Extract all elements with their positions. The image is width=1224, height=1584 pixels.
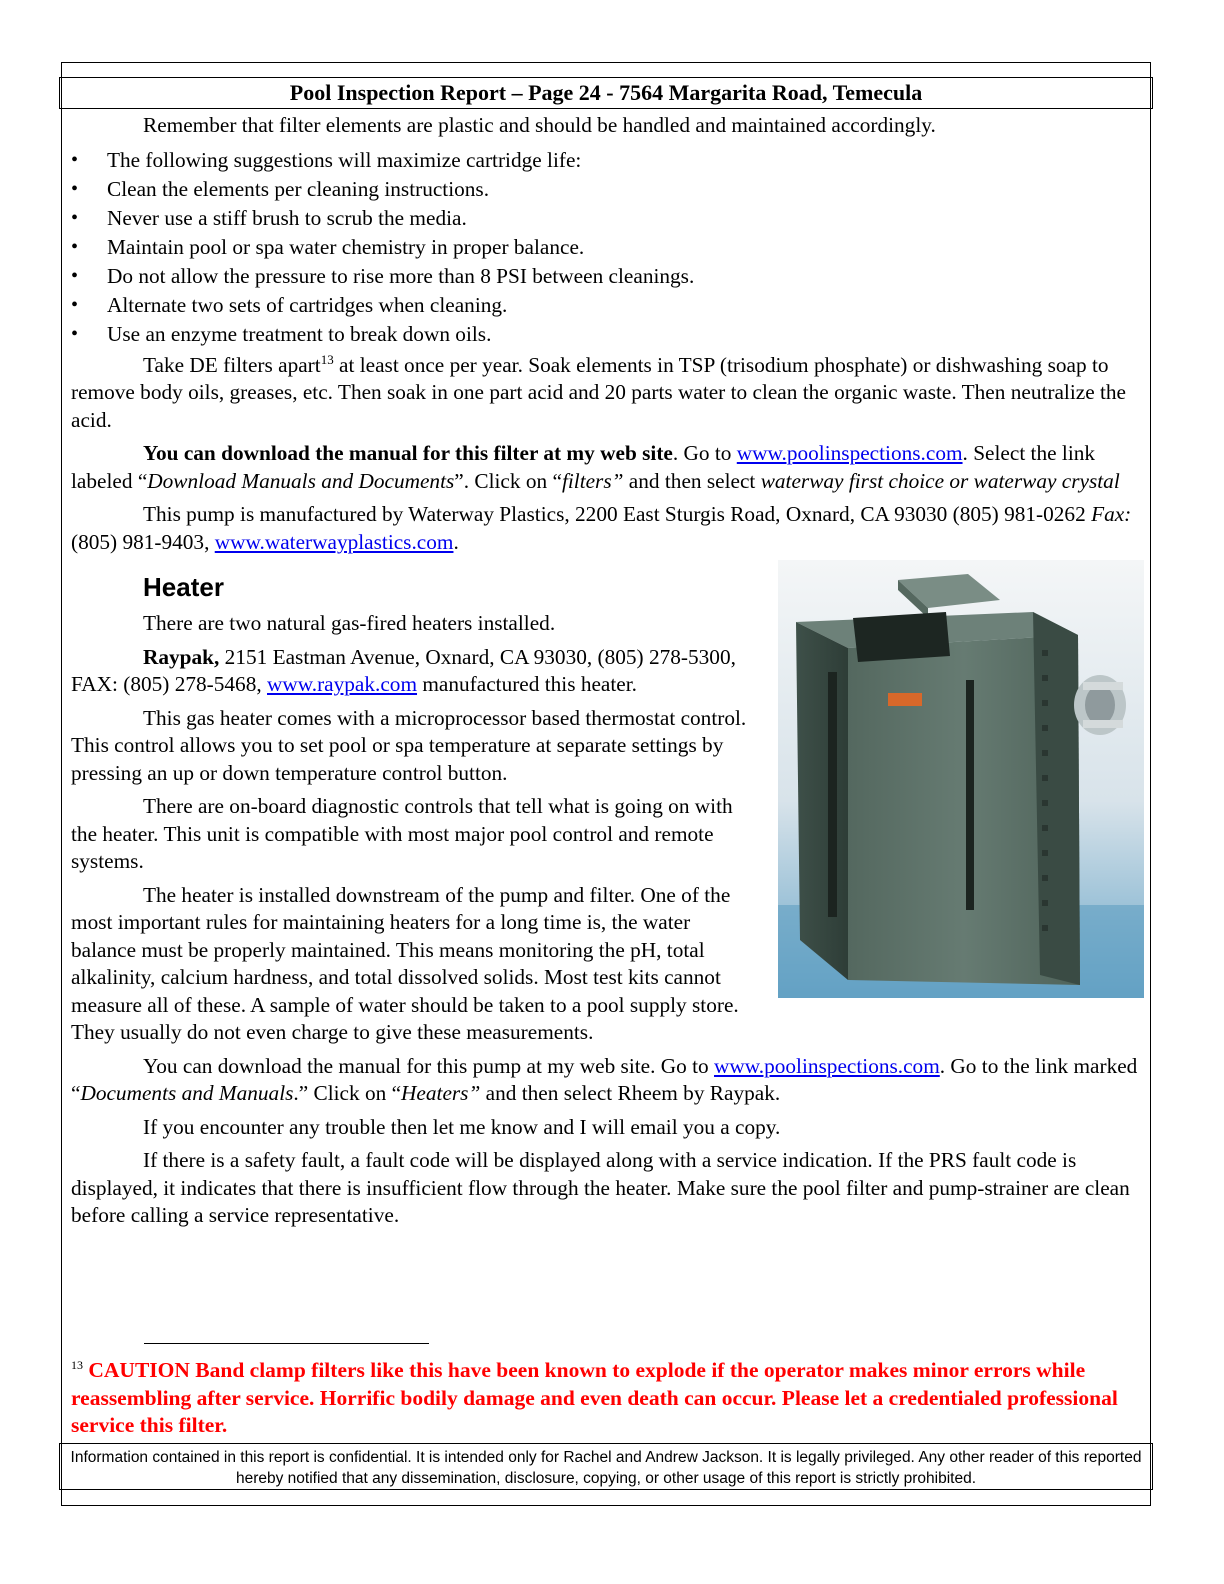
page-header (59, 77, 1153, 109)
list-item: • Never use a stiff brush to scrub the media. (71, 204, 1141, 233)
pump-manufacturer-paragraph: This pump is manufactured by Waterway Plastics, 2200 East Sturgis Road, Oxnard, CA 93030 (805) 981-0262 Fax: (805) 981-9403, www.waterwayplastics.com. (71, 502, 1132, 554)
list-item: • Alternate two sets of cartridges when cleaning. (71, 291, 1141, 320)
water-balance-paragraph: The heater is installed downstream of the pump and filter. One of the most important rules for maintaining heaters for a long time is, the water balance must be properly maintained. This means monitoring the pH, total alkalinity, calcium hardness, and total dissolved solids. Most test kits cannot measure all of these. A sample of water should be taken to a pool supply store. They usually do not even charge to give these measurements. (71, 882, 739, 1044)
list-item: • The following suggestions will maximize cartridge life: (71, 146, 1141, 175)
heater-download-paragraph: You can download the manual for this pump at my web site. Go to www.poolinspections.com. Go to the link marked “Documents and Manuals.” Click on “Heaters” and then select Rheem by Raypak. (71, 1053, 1138, 1105)
poolinspections-link[interactable]: www.poolinspections.com (714, 1053, 940, 1078)
list-item: • Use an enzyme treatment to break down oils. (71, 320, 1141, 349)
caution-footnote: $^{13}$ CAUTION Band clamp filters like this have been known to explode if the operator makes minor errors while reassembling after service. Horrific bodily damage and even death can occur. Please let a credentialed professional service this filter. (71, 1357, 1118, 1437)
waterway-link[interactable]: www.waterwayplastics.com (214, 529, 454, 554)
raypak-paragraph: Raypak, 2151 Eastman Avenue, Oxnard, CA 93030, (805) 278-5300, FAX: (805) 278-5468, www.raypak.com manufactured this heater. (71, 644, 736, 696)
de-filters-paragraph: Take DE filters apart$^{13}$ at least once per year. Soak elements in TSP (trisodium phosphate) or dishwashing soap to remove body oils, greases, etc. Then soak in one part acid and 20 parts water to clean the organic waste. Then neutralize the acid. (71, 351, 1127, 432)
list-item: • Maintain pool or spa water chemistry in proper balance. (71, 233, 1141, 262)
footer-text: Information contained in this report is confidential. It is intended only for Rachel and Andrew Jackson. It is legally privileged. Any other reader of this reported hereby notified that any dissemination, disclosure, copying, or other usage of this report is strictly prohibited. (70, 1449, 1142, 1487)
heater-count-paragraph: There are two natural gas-fired heaters installed. (143, 611, 556, 635)
trouble-paragraph: If you encounter any trouble then let me know and I will email you a copy. (143, 1114, 781, 1139)
footnote-ref[interactable]: 13 (320, 351, 334, 367)
cartridge-tips-list (71, 146, 1141, 349)
heater-photo (778, 560, 1144, 998)
raypak-link[interactable]: www.raypak.com (267, 672, 418, 696)
list-item: • Clean the elements per cleaning instructions. (71, 175, 1141, 204)
heater-heading: Heater (143, 572, 224, 602)
main-content (71, 112, 1141, 1236)
confidentiality-footer (59, 1443, 1153, 1490)
list-item: • Do not allow the pressure to rise more than 8 PSI between cleanings. (71, 262, 1141, 291)
thermostat-paragraph: This gas heater comes with a microprocessor based thermostat control. This control allows you to set pool or spa temperature at separate settings by pressing an up or down temperature control button. (71, 705, 747, 785)
diagnostics-paragraph: There are on-board diagnostic controls that tell what is going on with the heater. This unit is compatible with most major pool control and remote systems. (71, 794, 733, 873)
filter-download-paragraph: You can download the manual for this filter at my web site. Go to www.poolinspections.com. Select the link labeled “Download Manuals and Documents”. Click on “filters” and then select waterway first choice or waterway crystal (71, 441, 1120, 493)
safety-fault-paragraph: If there is a safety fault, a fault code will be displayed along with a service indication. If the PRS fault code is displayed, it indicates that there is insufficient flow through the heater. Make sure the pool filter and pump-strainer are clean before calling a service representative. (71, 1148, 1130, 1227)
footnote-separator (144, 1343, 429, 1344)
footnote-number: 13 (71, 1357, 83, 1372)
report-title: Pool Inspection Report – Page 24 - 7564 Margarita Road, Temecula (289, 80, 923, 105)
intro-paragraph: Remember that filter elements are plastic and should be handled and maintained accordingly. (143, 113, 936, 137)
poolinspections-link[interactable]: www.poolinspections.com (736, 441, 963, 465)
